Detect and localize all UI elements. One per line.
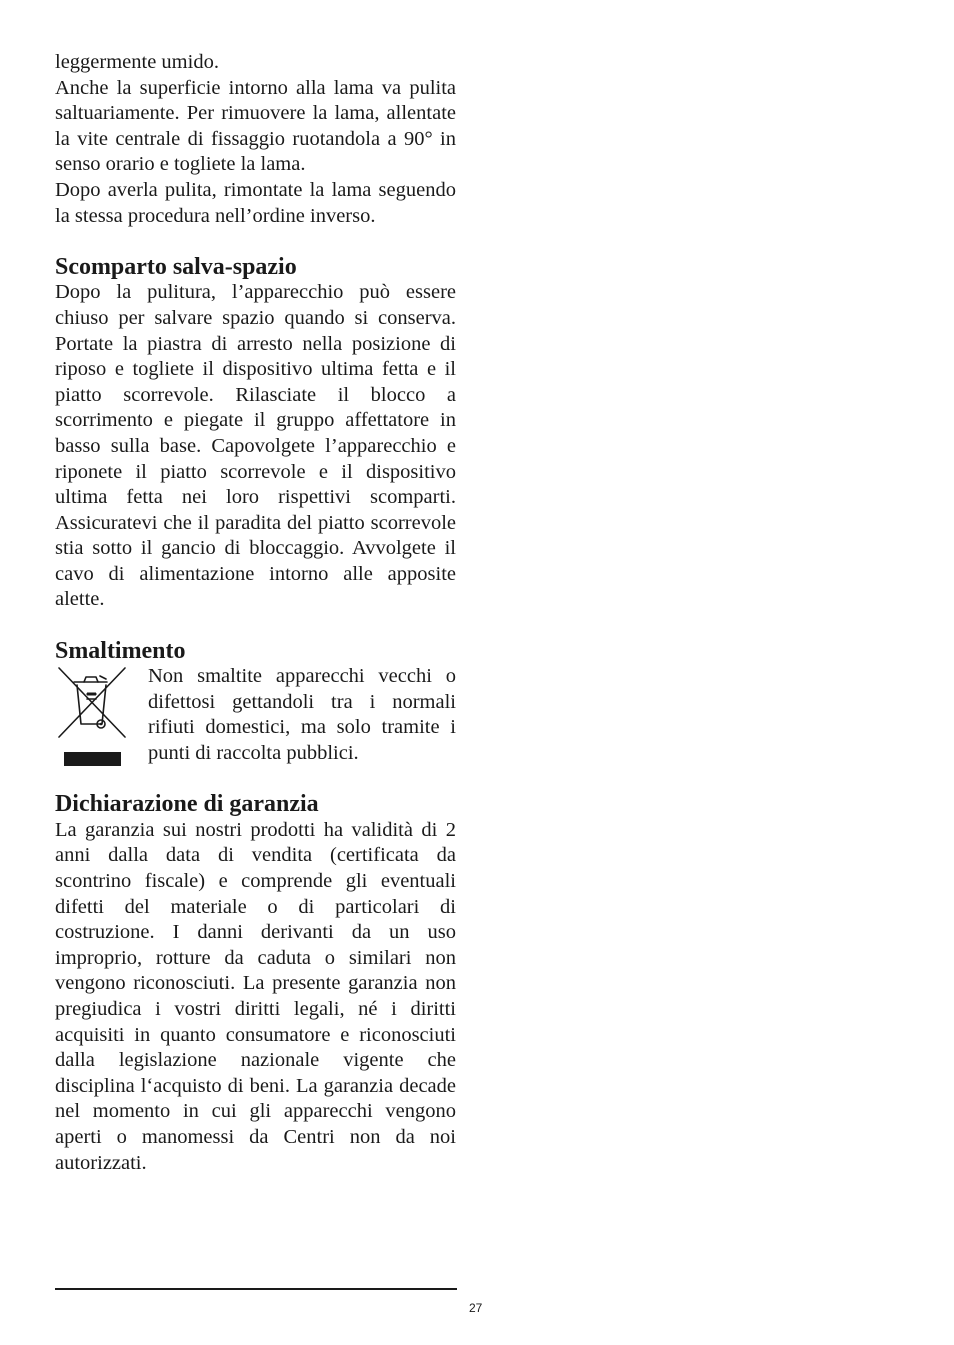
weee-underline-bar xyxy=(64,752,121,766)
footer-rule xyxy=(55,1288,457,1290)
storage-paragraph: Dopo la pulitura, l’apparecchio può essere chiuso per salvare spazio quando si conserva. Portate la piastra di arresto nella posizione di riposo e togliete il dispositivo ultima fetta e il piatto scorrevole. Rilasciate il blocco a scorrimento e piegate il gruppo affettatore in basso sulla base. Capovolgete l’apparecchio e riponete il piatto scorrevole e il dispositivo ultima fetta nei loro rispettivi scomparti. Assicuratevi che il paradita del piatto scorrevole stia sotto il gancio di bloccaggio. Avvolgete il cavo di alimentazione intorno alle apposite alette. xyxy=(55,281,456,611)
spacer xyxy=(55,229,456,255)
spacer xyxy=(55,767,456,793)
page-number: 27 xyxy=(469,1301,483,1315)
blade-reassembly-paragraph: Dopo averla pulita, rimontate la lama seguendo la stessa procedura nell’ordine inverso. xyxy=(55,178,456,227)
spacer xyxy=(55,613,456,639)
text-column xyxy=(55,50,456,1176)
warranty-heading: Dichiarazione di garanzia xyxy=(55,791,319,818)
warranty-paragraph: La garanzia sui nostri prodotti ha validità di 2 anni dalla data di vendita (certificata da scontrino fiscale) e comprende gli eventuali difetti del materiale o di particolari di costruzione. I danni derivanti da un uso improprio, rotture da caduta o similari non vengono riconosciuti. La presente garanzia non pregiudica i vostri diritti legali, né i diritti acquisiti in quanto consumatore e riconosciuti dalla legislazione nazionale vigente che disciplina l‘acquisto di beni. La garanzia decade nel momento in cui gli apparecchi vengono aperti o manomessi da Centri non da noi autorizzati. xyxy=(55,818,456,1174)
crossed-out-wheelie-bin-icon xyxy=(56,666,128,740)
blade-cleaning-continuation: leggermente umido. xyxy=(55,51,219,73)
disposal-paragraph: Non smaltite apparecchi vecchi o difettosi gettandoli tra i normali rifiuti domestici, ma solo tramite i punti di raccolta pubblici. xyxy=(148,665,456,765)
storage-heading: Scomparto salva-spazio xyxy=(55,253,297,280)
blade-removal-paragraph: Anche la superficie intorno alla lama va pulita saltuariamente. Per rimuovere la lama, allentate la vite centrale di fissaggio ruotandola a 90° in senso orario e togliete la lama. xyxy=(55,76,456,176)
disposal-heading: Smaltimento xyxy=(55,637,186,664)
weee-symbol xyxy=(55,664,129,766)
disposal-section xyxy=(55,664,456,766)
